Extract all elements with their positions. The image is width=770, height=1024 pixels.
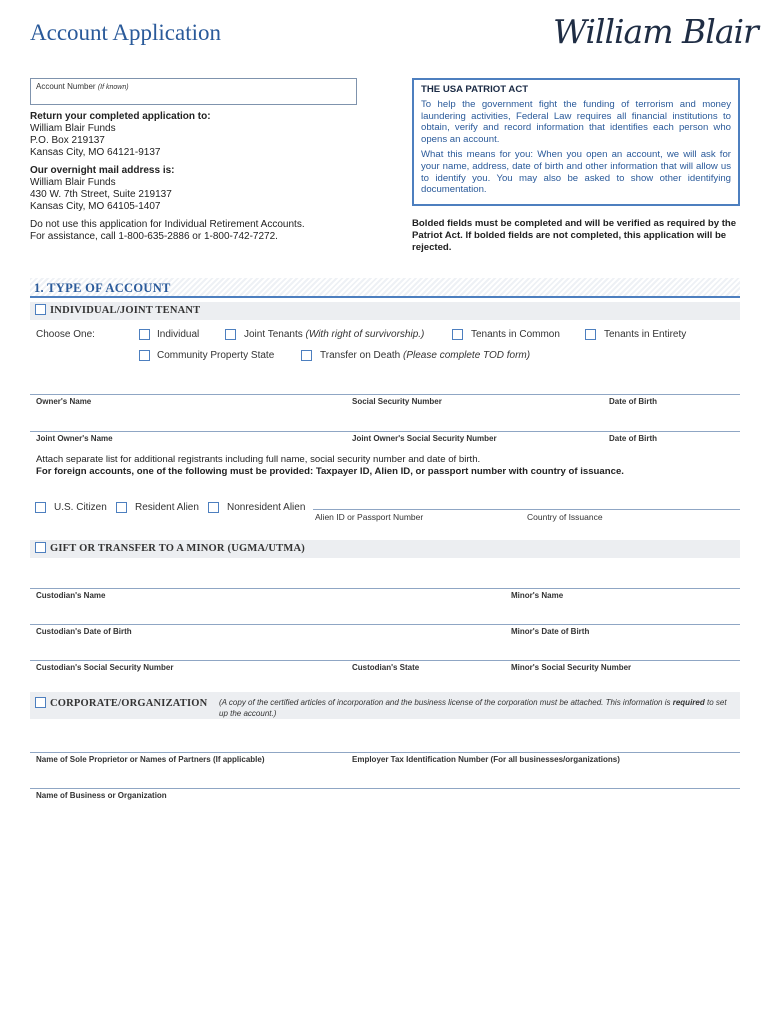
community-property-checkbox[interactable]: [139, 350, 150, 361]
overnight-address-line: William Blair Funds: [30, 177, 116, 188]
joint-tenants-label: [244, 329, 424, 340]
individual-section-title: INDIVIDUAL/JOINT TENANT: [50, 305, 201, 316]
alien-id-label: Alien ID or Passport Number: [315, 512, 424, 522]
patriot-act-para: What this means for you: When you open an account, we will ask for your name, address, date of birth and other information that will allow us to identify you. You may also be asked to show other identifying documentation.: [421, 148, 731, 196]
overnight-address-heading: Our overnight mail address is:: [30, 165, 175, 176]
nonresident-alien-checkbox[interactable]: [208, 502, 219, 513]
return-address-line: William Blair Funds: [30, 123, 116, 134]
owner-name-field[interactable]: [30, 394, 740, 395]
patriot-act-heading: THE USA PATRIOT ACT: [421, 84, 529, 95]
ira-note-line: Do not use this application for Individual Retirement Accounts.: [30, 219, 305, 230]
tod-label: [320, 350, 530, 361]
ssn-label: Social Security Number: [352, 397, 442, 406]
individual-label: Individual: [157, 329, 200, 340]
overnight-address: [30, 165, 174, 213]
corporate-section-title: CORPORATE/ORGANIZATION: [50, 698, 208, 709]
return-address-line: P.O. Box 219137: [30, 135, 105, 146]
business-name-field[interactable]: [30, 788, 740, 789]
minor-name-label: Minor's Name: [511, 591, 564, 600]
resident-alien-label: Resident Alien: [135, 502, 199, 513]
tenants-common-checkbox[interactable]: [452, 329, 463, 340]
joint-tenants-text: Joint Tenants: [244, 329, 303, 340]
return-address-line: Kansas City, MO 64121-9137: [30, 147, 161, 158]
foreign-note: [36, 466, 624, 477]
custodian-name-field[interactable]: [30, 588, 740, 589]
custodian-dob-label: Custodian's Date of Birth: [36, 627, 132, 636]
tenants-entirety-checkbox[interactable]: [585, 329, 596, 340]
return-address-heading: Return your completed application to:: [30, 111, 211, 122]
nonresident-alien-label: Nonresident Alien: [227, 502, 306, 513]
choose-one-label: Choose One:: [36, 329, 95, 340]
proprietor-label: Name of Sole Proprietor or Names of Partners (If applicable): [36, 755, 265, 764]
business-name-label: Name of Business or Organization: [36, 791, 167, 800]
joint-owner-name-label: Joint Owner's Name: [36, 434, 113, 443]
corporate-note: [219, 698, 729, 719]
bold-fields-note: Bolded fields must be completed and will be verified as required by the Patriot Act. If bolded fields are not completed, this application will be rejected.: [412, 218, 737, 253]
assistance-line: For assistance, call 1-800-635-2886 or 1-800-742-7272.: [30, 231, 278, 242]
account-number-field[interactable]: [30, 78, 357, 105]
corporate-note-a: (A copy of the certified articles of incorporation and the business license of the corporation must be attached. This information is: [219, 698, 671, 707]
custodian-state-label: Custodian's State: [352, 663, 420, 672]
account-number-label: Account Number: [36, 82, 96, 91]
joint-tenants-note: (With right of survivorship.): [305, 329, 425, 340]
owner-name-label: Owner's Name: [36, 397, 92, 406]
tenants-common-label: Tenants in Common: [471, 329, 560, 340]
us-citizen-checkbox[interactable]: [35, 502, 46, 513]
patriot-act-box: [412, 78, 740, 206]
corporate-note-b: required: [672, 698, 705, 707]
us-citizen-label: U.S. Citizen: [54, 502, 107, 513]
joint-owner-name-field[interactable]: [30, 431, 740, 432]
custodian-ssn-label: Custodian's Social Security Number: [36, 663, 174, 672]
proprietor-field[interactable]: [30, 752, 740, 753]
joint-dob-label: Date of Birth: [609, 434, 657, 443]
section-title: 1. TYPE OF ACCOUNT: [34, 281, 171, 295]
alien-id-field[interactable]: [313, 509, 740, 510]
tod-checkbox[interactable]: [301, 350, 312, 361]
tenants-entirety-label: Tenants in Entirety: [604, 329, 687, 340]
custodian-ssn-field[interactable]: [30, 660, 740, 661]
individual-checkbox[interactable]: [139, 329, 150, 340]
individual-section-checkbox[interactable]: [35, 304, 46, 315]
minor-ssn-label: Minor's Social Security Number: [511, 663, 632, 672]
overnight-address-line: 430 W. 7th Street, Suite 219137: [30, 189, 172, 200]
attach-note: Attach separate list for additional registrants including full name, social security number and date of birth.: [36, 454, 481, 465]
page-title: Account Application: [30, 20, 221, 45]
foreign-note-text: For foreign accounts, one of the following must be provided: Taxpayer ID, Alien ID, or passport number with country of issuance.: [36, 466, 624, 477]
tod-note: (Please complete TOD form): [403, 350, 531, 361]
joint-tenants-checkbox[interactable]: [225, 329, 236, 340]
ira-note: [30, 219, 305, 243]
corporate-note-c: to set up the account.): [219, 698, 727, 718]
joint-ssn-label: Joint Owner's Social Security Number: [352, 434, 497, 443]
minor-section-title: GIFT OR TRANSFER TO A MINOR (UGMA/UTMA): [50, 543, 305, 554]
custodian-name-label: Custodian's Name: [36, 591, 106, 600]
william-blair-logo: William Blair: [553, 12, 758, 51]
corporate-section-checkbox[interactable]: [35, 697, 46, 708]
dob-label: Date of Birth: [609, 397, 657, 406]
custodian-dob-field[interactable]: [30, 624, 740, 625]
minor-dob-label: Minor's Date of Birth: [511, 627, 590, 636]
resident-alien-checkbox[interactable]: [116, 502, 127, 513]
patriot-act-para: To help the government fight the funding of terrorism and money laundering activities, Federal Law requires all financial institutions to obtain, verify and record information that identifies each person who opens an account.: [421, 98, 731, 146]
overnight-address-line: Kansas City, MO 64105-1407: [30, 201, 161, 212]
country-label: Country of Issuance: [527, 512, 603, 522]
tod-text: Transfer on Death: [320, 350, 401, 361]
account-number-hint: (If known): [97, 84, 129, 91]
ein-label: Employer Tax Identification Number (For all businesses/organizations): [352, 755, 620, 764]
community-property-label: Community Property State: [157, 350, 275, 361]
minor-section-checkbox[interactable]: [35, 542, 46, 553]
return-address: [30, 111, 211, 159]
